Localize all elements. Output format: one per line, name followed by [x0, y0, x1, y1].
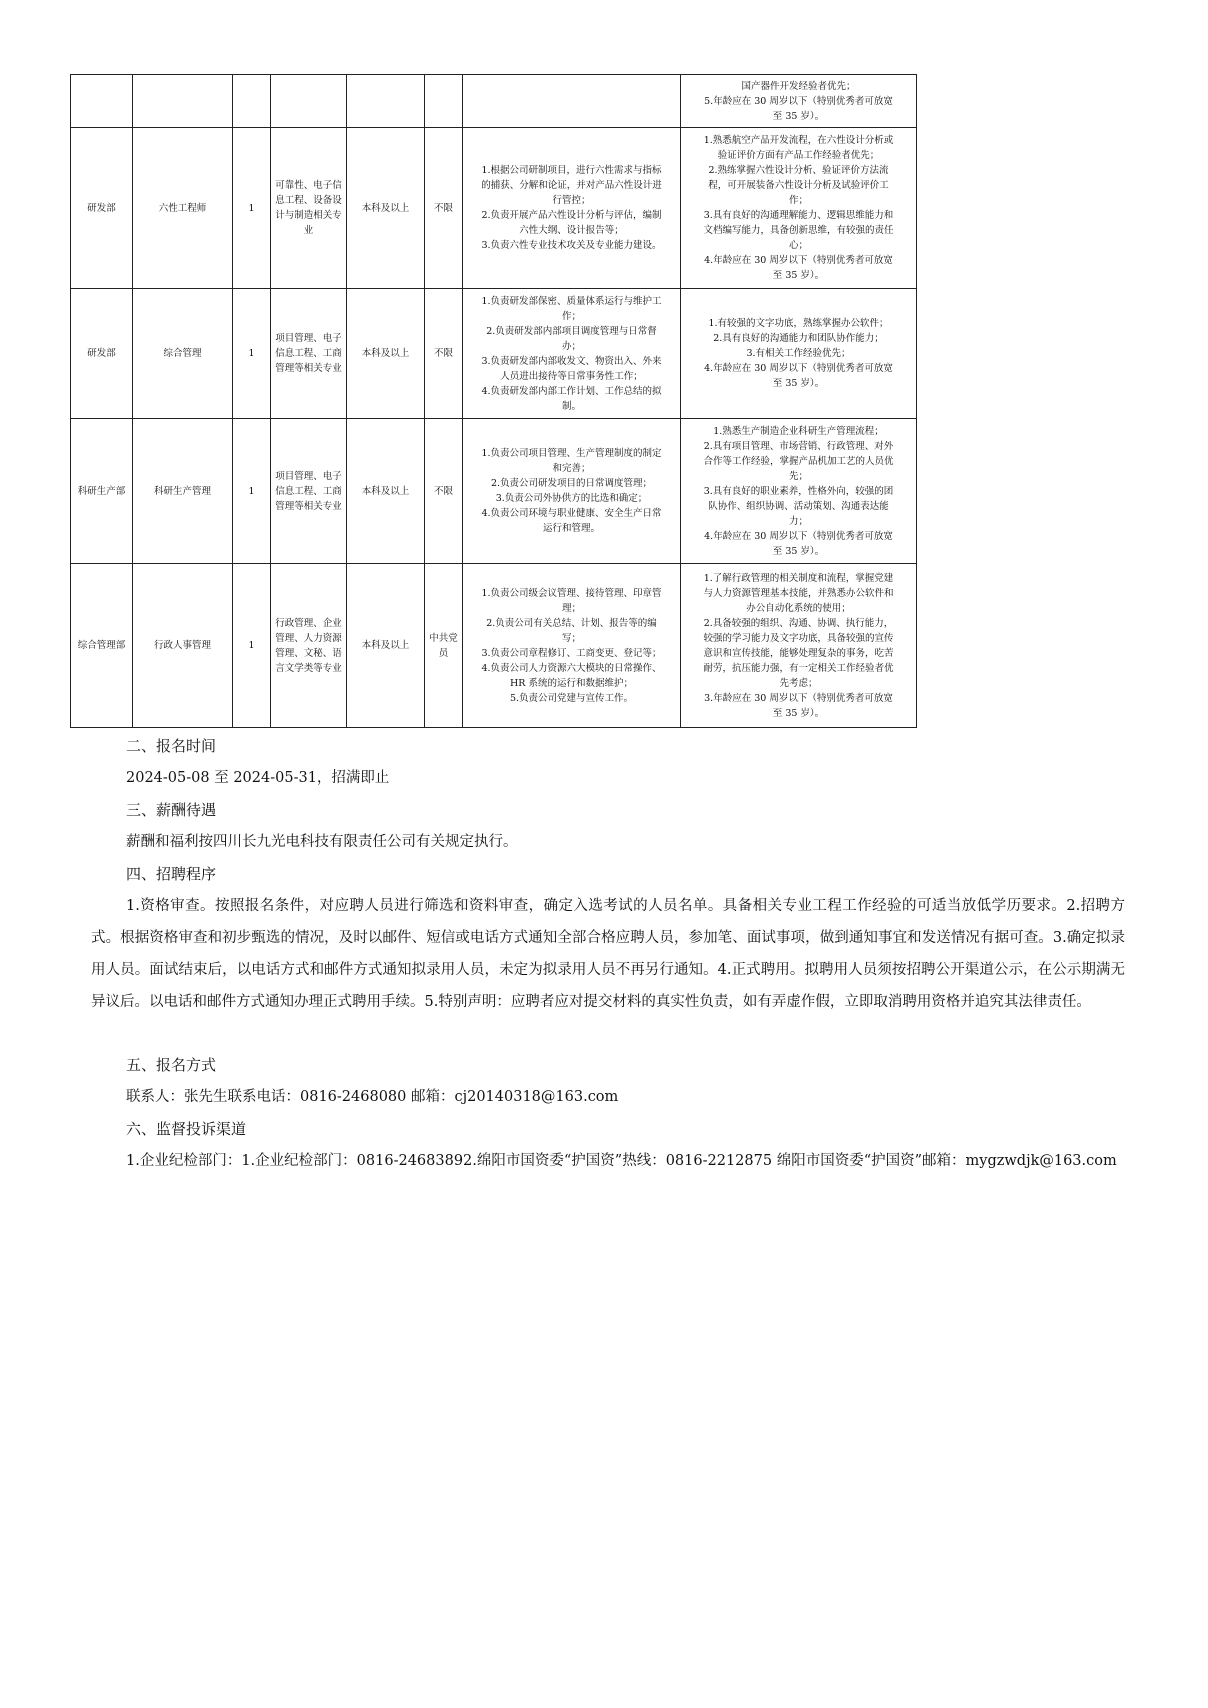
table-row	[71, 419, 917, 564]
duty-line: 2.负责研发部内部项目调度管理与日常督	[486, 325, 657, 337]
duty-line: 3.负责研发部内部收发文、物资出入、外来	[481, 355, 662, 367]
section-title-registration-time: 二、报名时间	[126, 737, 217, 755]
department-cell	[71, 75, 133, 128]
table-row	[71, 75, 917, 128]
duties-cell	[463, 419, 681, 564]
education-cell: 本科及以上	[347, 564, 425, 728]
requirement-line: 力；	[788, 515, 808, 527]
requirement-line: 2.具备较强的组织、沟通、协调、执行能力，	[703, 617, 894, 629]
headcount-cell: 1	[233, 289, 271, 419]
section-title-procedure: 四、招聘程序	[126, 865, 217, 883]
department-cell: 研发部	[71, 289, 133, 419]
requirement-line: 2.具有良好的沟通能力和团队协作能力；	[713, 333, 884, 344]
duty-line: 4.负责公司环境与职业健康、安全生产日常	[481, 508, 662, 519]
duty-line: 行管控；	[552, 195, 591, 206]
requirement-line: 意识和宣传技能，能够处理复杂的事务，吃苦	[703, 647, 894, 659]
duty-line: 1.负责公司项目管理、生产管理制度的制定	[481, 448, 662, 459]
requirement-line: 2.具有项目管理、市场营销、行政管理、对外	[703, 440, 894, 452]
requirement-line: 至 35 岁）。	[772, 110, 825, 122]
requirement-line: 3.有相关工作经验优先；	[746, 348, 851, 359]
duty-line: 作；	[561, 310, 581, 322]
requirement-line: 4.年龄应在 30 周岁以下（特别优秀者可放宽	[704, 255, 893, 266]
duty-line: 2.负责开展产品六性设计分析与评估，编制	[481, 210, 662, 221]
headcount-cell	[233, 75, 271, 128]
political-status-cell: 不限	[425, 419, 463, 564]
duty-line: 制。	[561, 400, 581, 412]
duty-line: 3.负责公司章程修订、工商变更、登记等；	[481, 647, 662, 659]
duties-cell	[463, 564, 681, 728]
supervision-contacts: 1.企业纪检部门：1.企业纪检部门：0816-24683892.绵阳市国资委“护国资”热线：0816-2212875 绵阳市国资委“护国资”邮箱：mygzwdjk@163.com	[126, 1153, 1117, 1169]
registration-period: 2024-05-08 至 2024-05-31，招满即止	[126, 770, 390, 786]
major-cell: 项目管理、电子信息工程、工商管理等相关专业	[271, 419, 347, 564]
department-cell: 科研生产部	[71, 419, 133, 564]
position-cell: 行政人事管理	[133, 564, 233, 728]
requirement-line: 4.年龄应在 30 周岁以下（特别优秀者可放宽	[704, 363, 893, 374]
requirement-line: 心；	[788, 240, 808, 251]
requirement-line: 5.年龄应在 30 周岁以下（特别优秀者可放宽	[704, 95, 893, 107]
duty-line: 人员进出接待等日常事务性工作；	[500, 370, 643, 382]
requirement-line: 先考虑；	[779, 677, 818, 689]
political-status-cell: 中共党员	[425, 564, 463, 728]
duty-line: 和完善；	[552, 463, 591, 474]
headcount-cell: 1	[233, 419, 271, 564]
table-row	[71, 289, 917, 419]
section-title-supervision: 六、监督投诉渠道	[126, 1120, 247, 1138]
requirements-cell	[681, 75, 917, 128]
major-cell: 可靠性、电子信息工程、设备设计与制造相关专业	[271, 128, 347, 289]
salary-text: 薪酬和福利按四川长九光电科技有限责任公司有关规定执行。	[126, 834, 518, 850]
duty-line: 写；	[561, 632, 581, 644]
education-cell: 本科及以上	[347, 289, 425, 419]
requirements-cell	[681, 419, 917, 564]
duty-line: 1.根据公司研制项目，进行六性需求与指标	[481, 165, 662, 176]
requirement-line: 验证评价方面有产品工作经验者优先；	[717, 150, 880, 161]
requirement-line: 办公自动化系统的使用；	[746, 602, 851, 614]
position-cell: 综合管理	[133, 289, 233, 419]
education-cell: 本科及以上	[347, 419, 425, 564]
headcount-cell: 1	[233, 564, 271, 728]
duty-line: 2.负责公司有关总结、计划、报告等的编	[486, 617, 657, 629]
requirement-line: 至 35 岁）。	[772, 378, 825, 389]
political-status-cell: 不限	[425, 289, 463, 419]
education-cell	[347, 75, 425, 128]
requirement-line: 文档编写能力，具备创新思维，有较强的责任	[703, 225, 894, 236]
procedure-text: 1.资格审查。按照报名条件，对应聘人员进行筛选和资料审查，确定入选考试的人员名单。具备相关专业工程工作经验的可适当放低学历要求。2.招聘方式。根据资格审查和初步甄选的情况，及时以邮件、短信或电话方式通知全部合格应聘人员，参加笔、面试事项，做到通知事宜和发送情况有据可查。3.确定拟录用人员。面试结束后，以电话方式和邮件方式通知拟录用人员，未定为拟录用人员不再另行通知。4.正式聘用。拟聘用人员须按招聘公开渠道公示，在公示期满无异议后。以电话和邮件方式通知办理正式聘用手续。5.特别声明：应聘者应对提交材料的真实性负责，如有弄虚作假，立即取消聘用资格并追究其法律责任。	[91, 898, 1125, 1010]
duty-line: 3.负责公司外协供方的比选和确定；	[495, 493, 648, 504]
duty-line: 办；	[561, 340, 581, 352]
requirement-line: 3.具有良好的职业素养，性格外向，较强的团	[703, 485, 894, 497]
duty-line: 运行和管理。	[542, 523, 600, 534]
requirement-line: 作；	[788, 195, 808, 206]
requirement-line: 较强的学习能力及文字功底，具备较强的宣传	[703, 632, 894, 644]
requirement-line: 与人力资源管理基本技能，并熟悉办公软件和	[703, 587, 894, 599]
duties-cell	[463, 75, 681, 128]
headcount-cell: 1	[233, 128, 271, 289]
requirement-line: 1.熟悉航空产品开发流程，在六性设计分析或	[703, 135, 894, 146]
position-cell	[133, 75, 233, 128]
duty-line: 理；	[561, 602, 581, 614]
major-cell: 行政管理、企业管理、人力资源管理、文秘、语言文学类等专业	[271, 564, 347, 728]
duty-line: 4.负责研发部内部工作计划、工作总结的拟	[481, 385, 662, 397]
duty-line: 六性大纲、设计报告等；	[519, 225, 624, 236]
table-row	[71, 564, 917, 728]
duty-line: 3.负责六性专业技术攻关及专业能力建设。	[481, 240, 662, 251]
duty-line: 1.负责研发部保密、质量体系运行与维护工	[481, 295, 662, 307]
requirement-line: 耐劳，抗压能力强，有一定相关工作经验者优	[703, 662, 894, 674]
requirement-line: 队协作、组织协调、活动策划、沟通表达能	[708, 500, 889, 512]
requirement-line: 至 35 岁）。	[772, 545, 825, 557]
requirements-cell	[681, 289, 917, 419]
requirement-line: 程，可开展装备六性设计分析及试验评价工	[708, 180, 889, 191]
duty-line: 1.负责公司级会议管理、接待管理、印章管	[481, 587, 662, 599]
political-status-cell	[425, 75, 463, 128]
position-cell: 科研生产管理	[133, 419, 233, 564]
duty-line: HR 系统的运行和数据维护；	[510, 677, 633, 689]
position-cell: 六性工程师	[133, 128, 233, 289]
political-status-cell: 不限	[425, 128, 463, 289]
contact-info: 联系人：张先生联系电话：0816-2468080 邮箱：cj20140318@163.com	[126, 1089, 619, 1105]
department-cell: 综合管理部	[71, 564, 133, 728]
section-title-application-method: 五、报名方式	[126, 1056, 217, 1074]
duty-line: 4.负责公司人力资源六大模块的日常操作、	[481, 662, 662, 674]
requirement-line: 1.熟悉生产制造企业科研生产管理流程；	[713, 425, 884, 437]
section-title-salary: 三、薪酬待遇	[126, 801, 217, 819]
major-cell	[271, 75, 347, 128]
requirement-line: 合作等工作经验，掌握产品机加工艺的人员优	[703, 455, 894, 467]
requirements-cell	[681, 564, 917, 728]
requirement-line: 国产器件开发经验者优先；	[741, 80, 856, 92]
duties-cell	[463, 128, 681, 289]
duty-line: 的捕获、分解和论证，并对产品六性设计进	[481, 180, 662, 191]
duty-line: 2.负责公司研发项目的日常调度管理；	[490, 478, 653, 489]
duty-line: 5.负责公司党建与宣传工作。	[509, 692, 634, 704]
requirement-line: 4.年龄应在 30 周岁以下（特别优秀者可放宽	[704, 530, 893, 542]
requirement-line: 1.有较强的文字功底，熟练掌握办公软件；	[708, 318, 889, 329]
recruitment-table	[70, 74, 917, 728]
department-cell: 研发部	[71, 128, 133, 289]
requirement-line: 2.熟练掌握六性设计分析、验证评价方法流	[708, 165, 889, 176]
education-cell: 本科及以上	[347, 128, 425, 289]
requirement-line: 1.了解行政管理的相关制度和流程，掌握党建	[703, 572, 894, 584]
duties-cell	[463, 289, 681, 419]
requirement-line: 3.具有良好的沟通理解能力、逻辑思维能力和	[703, 210, 894, 221]
requirements-cell	[681, 128, 917, 289]
requirement-line: 至 35 岁）。	[772, 707, 825, 719]
requirement-line: 3.年龄应在 30 周岁以下（特别优秀者可放宽	[704, 692, 893, 704]
requirement-line: 至 35 岁）。	[772, 270, 825, 281]
major-cell: 项目管理、电子信息工程、工商管理等相关专业	[271, 289, 347, 419]
table-row	[71, 128, 917, 289]
requirement-line: 先；	[788, 470, 808, 482]
